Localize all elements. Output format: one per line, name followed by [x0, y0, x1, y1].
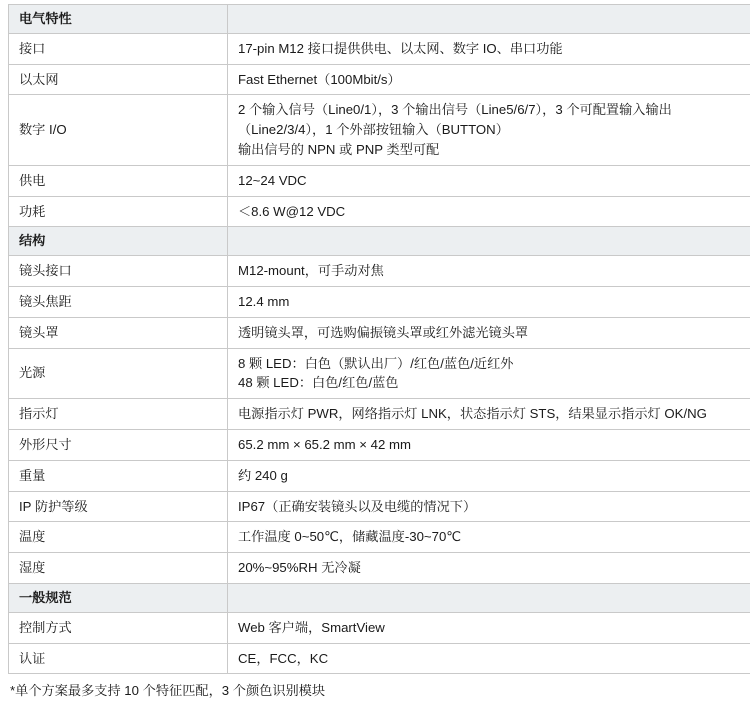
table-row [9, 286, 750, 317]
section-header-general [9, 583, 750, 612]
row-value: ＜8.6 W@12 VDC [228, 196, 750, 227]
table-row [9, 643, 750, 674]
section-header-electrical [9, 5, 750, 34]
row-value: IP67（正确安装镜头以及电缆的情况下） [228, 491, 750, 522]
table-row [9, 399, 750, 430]
row-value: M12-mount，可手动对焦 [228, 256, 750, 287]
table-row [9, 429, 750, 460]
row-value: 12~24 VDC [228, 165, 750, 196]
row-label: 接口 [9, 33, 228, 64]
section-title: 电气特性 [9, 5, 228, 34]
row-label: 功耗 [9, 196, 228, 227]
row-value-line-2: 48 颗 LED：白色/红色/蓝色 [238, 373, 750, 393]
spec-sheet [0, 4, 750, 701]
section-title-spacer [228, 227, 750, 256]
row-label: 外形尺寸 [9, 429, 228, 460]
table-row [9, 95, 750, 165]
row-value: 电源指示灯 PWR，网络指示灯 LNK，状态指示灯 STS，结果显示指示灯 OK/NG [228, 399, 750, 430]
section-title: 一般规范 [9, 583, 228, 612]
row-value: 20%~95%RH 无冷凝 [228, 553, 750, 584]
row-label: 指示灯 [9, 399, 228, 430]
row-value-line-1: 2 个输入信号（Line0/1），3 个输出信号（Line5/6/7），3 个可配置输入输出 [238, 100, 750, 120]
table-row [9, 522, 750, 553]
row-label: 供电 [9, 165, 228, 196]
row-value-line-2: （Line2/3/4），1 个外部按钮输入（BUTTON） [238, 122, 509, 137]
table-row [9, 165, 750, 196]
footnote: *单个方案最多支持 10 个特征匹配，3 个颜色识别模块 [10, 681, 750, 701]
row-label: 光源 [9, 348, 228, 399]
table-row [9, 317, 750, 348]
row-label: 数字 I/O [9, 95, 228, 165]
row-label: IP 防护等级 [9, 491, 228, 522]
row-value: 65.2 mm × 65.2 mm × 42 mm [228, 429, 750, 460]
section-header-structure [9, 227, 750, 256]
section-title-spacer [228, 583, 750, 612]
table-row [9, 256, 750, 287]
row-value [228, 95, 750, 165]
section-title: 结构 [9, 227, 228, 256]
row-label: 镜头罩 [9, 317, 228, 348]
table-row [9, 612, 750, 643]
row-label: 镜头接口 [9, 256, 228, 287]
section-title-spacer [228, 5, 750, 34]
table-row [9, 348, 750, 399]
row-label: 湿度 [9, 553, 228, 584]
row-label: 温度 [9, 522, 228, 553]
row-value-line-1: 8 颗 LED：白色（默认出厂）/红色/蓝色/近红外 [238, 354, 750, 374]
row-value: 工作温度 0~50℃，储藏温度-30~70℃ [228, 522, 750, 553]
row-value: Fast Ethernet（100Mbit/s） [228, 64, 750, 95]
row-value: 约 240 g [228, 460, 750, 491]
row-value: 12.4 mm [228, 286, 750, 317]
table-row [9, 491, 750, 522]
row-label: 认证 [9, 643, 228, 674]
row-label: 镜头焦距 [9, 286, 228, 317]
row-label: 以太网 [9, 64, 228, 95]
row-value-line-3: 输出信号的 NPN 或 PNP 类型可配 [238, 140, 750, 160]
row-label: 控制方式 [9, 612, 228, 643]
table-row [9, 33, 750, 64]
row-value: CE，FCC，KC [228, 643, 750, 674]
row-value: 17-pin M12 接口提供供电、以太网、数字 IO、串口功能 [228, 33, 750, 64]
row-value: Web 客户端，SmartView [228, 612, 750, 643]
row-label: 重量 [9, 460, 228, 491]
row-value [228, 348, 750, 399]
row-value: 透明镜头罩，可选购偏振镜头罩或红外滤光镜头罩 [228, 317, 750, 348]
table-row [9, 553, 750, 584]
table-row [9, 64, 750, 95]
table-row [9, 196, 750, 227]
table-row [9, 460, 750, 491]
specifications-table [8, 4, 750, 674]
